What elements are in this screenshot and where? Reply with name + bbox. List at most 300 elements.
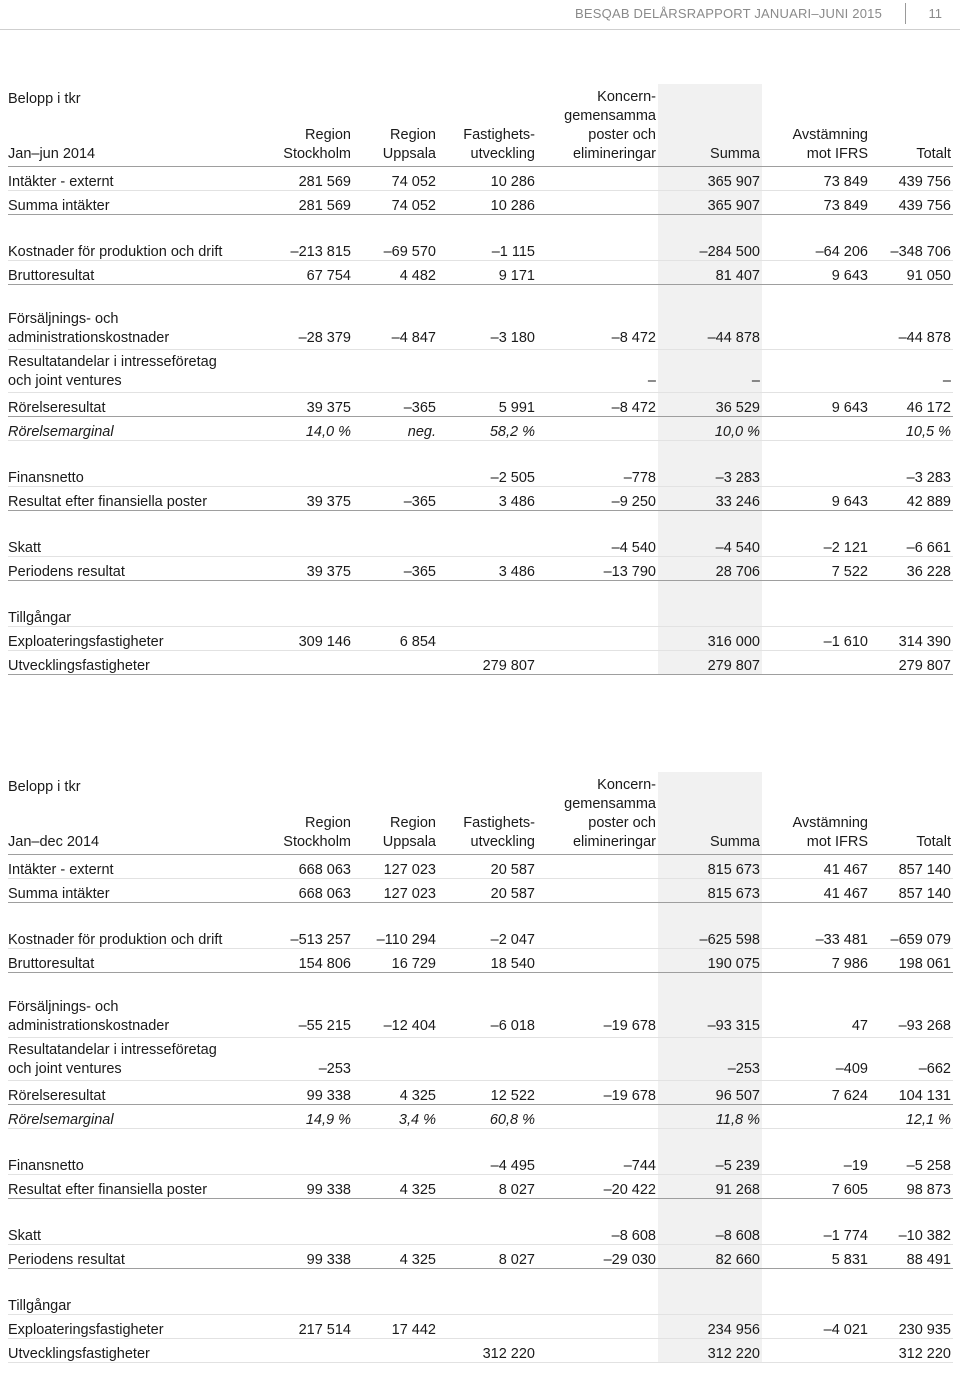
- table-row-periodens-resultat: [8, 557, 953, 581]
- cell-fastighetsutveckling: –4 495: [438, 1151, 537, 1175]
- row-label: [8, 487, 258, 511]
- column-header-totalt: [870, 84, 953, 167]
- cell-region_uppsala: [353, 1038, 438, 1081]
- cell-fastighetsutveckling: [438, 533, 537, 557]
- spacer-cell: [762, 973, 870, 996]
- cell-fastighetsutveckling: –2 047: [438, 925, 537, 949]
- cell-region_uppsala: [353, 603, 438, 627]
- row-label-text: Finansnetto: [8, 470, 84, 486]
- cell-region_stockholm: [258, 1221, 353, 1245]
- cell-avstamning: 7 624: [762, 1081, 870, 1105]
- cell-summa: –: [658, 350, 762, 393]
- column-header-text: Koncern- gemensamma poster och elimineringar: [564, 89, 656, 162]
- cell-region_uppsala: [353, 350, 438, 393]
- spacer-cell: [762, 581, 870, 604]
- row-label: [8, 167, 258, 191]
- cell-avstamning: [762, 350, 870, 393]
- header-divider: [905, 3, 906, 24]
- cell-avstamning: [762, 1339, 870, 1363]
- cell-region_stockholm: [258, 533, 353, 557]
- table-row-intakter-externt: [8, 167, 953, 191]
- spacer-row: [8, 1129, 953, 1152]
- cell-fastighetsutveckling: 60,8 %: [438, 1105, 537, 1129]
- cell-avstamning: [762, 651, 870, 675]
- spacer-cell: [537, 903, 658, 926]
- column-header-totalt: [870, 772, 953, 855]
- cell-totalt: –6 661: [870, 533, 953, 557]
- cell-region_uppsala: 17 442: [353, 1315, 438, 1339]
- spacer-cell: [762, 215, 870, 238]
- row-label-text: Kostnader för produktion och drift: [8, 244, 223, 260]
- cell-summa: –284 500: [658, 237, 762, 261]
- cell-avstamning: –64 206: [762, 237, 870, 261]
- cell-koncern: –4 540: [537, 533, 658, 557]
- cell-fastighetsutveckling: 3 486: [438, 557, 537, 581]
- table-row-forsaljnings-och-administrationskostnader: [8, 995, 953, 1038]
- table-row-bruttoresultat: [8, 261, 953, 285]
- spacer-row: [8, 215, 953, 238]
- spacer-cell: [438, 1199, 537, 1222]
- spacer-cell: [353, 1269, 438, 1292]
- column-header-avstamning: [762, 772, 870, 855]
- spacer-cell: [762, 285, 870, 308]
- row-label-text: Försäljnings- och administrationskostnader: [8, 311, 170, 346]
- cell-fastighetsutveckling: 12 522: [438, 1081, 537, 1105]
- cell-summa: 365 907: [658, 191, 762, 215]
- cell-totalt: 12,1 %: [870, 1105, 953, 1129]
- cell-koncern: [537, 1291, 658, 1315]
- spacer-row: [8, 903, 953, 926]
- cell-totalt: 439 756: [870, 191, 953, 215]
- spacer-cell: [658, 903, 762, 926]
- cell-totalt: 42 889: [870, 487, 953, 511]
- row-label: [8, 1175, 258, 1199]
- cell-totalt: –659 079: [870, 925, 953, 949]
- cell-fastighetsutveckling: 9 171: [438, 261, 537, 285]
- cell-totalt: –10 382: [870, 1221, 953, 1245]
- spacer-cell: [658, 973, 762, 996]
- cell-fastighetsutveckling: 5 991: [438, 393, 537, 417]
- cell-avstamning: –33 481: [762, 925, 870, 949]
- cell-totalt: 91 050: [870, 261, 953, 285]
- header-label-cell: [8, 772, 258, 855]
- column-header-text: Region Stockholm: [283, 815, 351, 850]
- spacer-cell: [870, 215, 953, 238]
- cell-summa: –4 540: [658, 533, 762, 557]
- row-label: [8, 557, 258, 581]
- cell-summa: 91 268: [658, 1175, 762, 1199]
- cell-region_stockholm: 154 806: [258, 949, 353, 973]
- cell-region_uppsala: [353, 1151, 438, 1175]
- cell-totalt: 857 140: [870, 879, 953, 903]
- cell-koncern: [537, 1315, 658, 1339]
- cell-region_uppsala: –69 570: [353, 237, 438, 261]
- spacer-cell: [438, 1269, 537, 1292]
- spacer-cell: [258, 973, 353, 996]
- cell-avstamning: 47: [762, 995, 870, 1038]
- row-label-text: Kostnader för produktion och drift: [8, 932, 223, 948]
- table-row-resultatandelar-i-intresseforetag-och-joint-ventures: [8, 1038, 953, 1081]
- cell-koncern: –13 790: [537, 557, 658, 581]
- cell-totalt: 88 491: [870, 1245, 953, 1269]
- cell-summa: 316 000: [658, 627, 762, 651]
- spacer-row: [8, 973, 953, 996]
- spacer-cell: [658, 1199, 762, 1222]
- cell-koncern: –19 678: [537, 1081, 658, 1105]
- spacer-cell: [8, 441, 258, 464]
- cell-avstamning: –19: [762, 1151, 870, 1175]
- cell-totalt: 198 061: [870, 949, 953, 973]
- spacer-row: [8, 511, 953, 534]
- unit-label: Belopp i tkr: [8, 779, 81, 795]
- column-header-koncern: [537, 772, 658, 855]
- row-label: [8, 925, 258, 949]
- cell-fastighetsutveckling: [438, 627, 537, 651]
- spacer-cell: [658, 285, 762, 308]
- report-title: BESQAB DELÅRSRAPPORT JANUARI–JUNI 2015: [575, 6, 882, 21]
- spacer-cell: [258, 903, 353, 926]
- column-header-region_uppsala: [353, 84, 438, 167]
- column-header-summa: [658, 772, 762, 855]
- row-label-text: Rörelsemarginal: [8, 1112, 114, 1128]
- spacer-cell: [762, 511, 870, 534]
- table-row-rorelseresultat: [8, 1081, 953, 1105]
- spacer-cell: [438, 903, 537, 926]
- spacer-cell: [762, 1199, 870, 1222]
- cell-koncern: –19 678: [537, 995, 658, 1038]
- cell-fastighetsutveckling: 8 027: [438, 1175, 537, 1199]
- cell-region_stockholm: –513 257: [258, 925, 353, 949]
- cell-avstamning: –409: [762, 1038, 870, 1081]
- table-row-tillgangar: [8, 1291, 953, 1315]
- cell-avstamning: –1 774: [762, 1221, 870, 1245]
- cell-region_stockholm: 281 569: [258, 191, 353, 215]
- cell-avstamning: [762, 1291, 870, 1315]
- cell-avstamning: –1 610: [762, 627, 870, 651]
- cell-region_uppsala: –365: [353, 487, 438, 511]
- cell-avstamning: 9 643: [762, 487, 870, 511]
- row-label: [8, 855, 258, 879]
- spacer-cell: [353, 285, 438, 308]
- cell-region_uppsala: 127 023: [353, 855, 438, 879]
- table-row-utvecklingsfastigheter: [8, 651, 953, 675]
- column-header-text: Avstämning mot IFRS: [792, 815, 868, 850]
- column-header-text: Fastighets- utveckling: [463, 127, 535, 162]
- column-header-text: Region Uppsala: [382, 815, 436, 850]
- column-header-row: [8, 84, 953, 167]
- table-row-forsaljnings-och-administrationskostnader: [8, 307, 953, 350]
- row-label: [8, 191, 258, 215]
- cell-region_stockholm: –253: [258, 1038, 353, 1081]
- row-label: [8, 1221, 258, 1245]
- column-header-region_uppsala: [353, 772, 438, 855]
- spacer-row: [8, 441, 953, 464]
- cell-koncern: –29 030: [537, 1245, 658, 1269]
- spacer-cell: [870, 441, 953, 464]
- cell-region_stockholm: 39 375: [258, 487, 353, 511]
- row-label: [8, 1245, 258, 1269]
- cell-region_stockholm: [258, 350, 353, 393]
- row-label: [8, 1315, 258, 1339]
- header-label-cell: [8, 84, 258, 167]
- cell-summa: 234 956: [658, 1315, 762, 1339]
- cell-avstamning: [762, 1105, 870, 1129]
- cell-region_uppsala: –365: [353, 557, 438, 581]
- cell-totalt: –44 878: [870, 307, 953, 350]
- cell-totalt: –662: [870, 1038, 953, 1081]
- cell-region_stockholm: –28 379: [258, 307, 353, 350]
- spacer-cell: [353, 903, 438, 926]
- cell-koncern: –8 608: [537, 1221, 658, 1245]
- segment-table-jan-jun-2014: [8, 84, 953, 675]
- cell-koncern: –744: [537, 1151, 658, 1175]
- column-header-text: Region Stockholm: [283, 127, 351, 162]
- cell-avstamning: 5 831: [762, 1245, 870, 1269]
- cell-koncern: [537, 167, 658, 191]
- spacer-cell: [353, 581, 438, 604]
- cell-fastighetsutveckling: –6 018: [438, 995, 537, 1038]
- cell-fastighetsutveckling: [438, 1315, 537, 1339]
- spacer-cell: [353, 441, 438, 464]
- cell-region_uppsala: 4 482: [353, 261, 438, 285]
- row-label-text: Finansnetto: [8, 1158, 84, 1174]
- row-label: [8, 533, 258, 557]
- spacer-cell: [658, 441, 762, 464]
- spacer-row: [8, 285, 953, 308]
- row-label-text: Summa intäkter: [8, 886, 110, 902]
- cell-koncern: –8 472: [537, 307, 658, 350]
- cell-koncern: –778: [537, 463, 658, 487]
- column-header-text: Fastighets- utveckling: [463, 815, 535, 850]
- cell-summa: 815 673: [658, 879, 762, 903]
- cell-koncern: [537, 417, 658, 441]
- cell-region_uppsala: 74 052: [353, 191, 438, 215]
- spacer-cell: [537, 973, 658, 996]
- column-header-row: [8, 772, 953, 855]
- cell-summa: [658, 603, 762, 627]
- cell-summa: 96 507: [658, 1081, 762, 1105]
- table-row-skatt: [8, 1221, 953, 1245]
- cell-summa: –253: [658, 1038, 762, 1081]
- table-row-finansnetto: [8, 463, 953, 487]
- cell-fastighetsutveckling: [438, 603, 537, 627]
- cell-fastighetsutveckling: 58,2 %: [438, 417, 537, 441]
- spacer-cell: [537, 581, 658, 604]
- cell-summa: 190 075: [658, 949, 762, 973]
- cell-koncern: [537, 1339, 658, 1363]
- cell-fastighetsutveckling: 10 286: [438, 167, 537, 191]
- cell-region_stockholm: 281 569: [258, 167, 353, 191]
- cell-region_stockholm: [258, 1151, 353, 1175]
- spacer-cell: [353, 973, 438, 996]
- header-rule: [0, 29, 960, 30]
- cell-koncern: [537, 651, 658, 675]
- cell-region_uppsala: –12 404: [353, 995, 438, 1038]
- cell-avstamning: [762, 603, 870, 627]
- cell-region_stockholm: 668 063: [258, 879, 353, 903]
- table-row-bruttoresultat: [8, 949, 953, 973]
- cell-koncern: [537, 855, 658, 879]
- row-label-text: Intäkter - externt: [8, 174, 114, 190]
- cell-region_stockholm: [258, 1291, 353, 1315]
- cell-avstamning: 73 849: [762, 191, 870, 215]
- cell-summa: –625 598: [658, 925, 762, 949]
- spacer-cell: [537, 285, 658, 308]
- row-label: [8, 995, 258, 1038]
- spacer-cell: [8, 1269, 258, 1292]
- row-label-text: Tillgångar: [8, 1298, 72, 1314]
- cell-region_uppsala: 4 325: [353, 1245, 438, 1269]
- row-label-text: Resultatandelar i intresseföretag och joint ventures: [8, 354, 217, 389]
- row-label: [8, 627, 258, 651]
- table-row-skatt: [8, 533, 953, 557]
- cell-totalt: 439 756: [870, 167, 953, 191]
- row-label: [8, 651, 258, 675]
- spacer-cell: [438, 441, 537, 464]
- cell-totalt: 312 220: [870, 1339, 953, 1363]
- spacer-cell: [438, 973, 537, 996]
- cell-fastighetsutveckling: 18 540: [438, 949, 537, 973]
- spacer-cell: [8, 1199, 258, 1222]
- cell-region_stockholm: –213 815: [258, 237, 353, 261]
- cell-summa: 815 673: [658, 855, 762, 879]
- cell-region_stockholm: 99 338: [258, 1245, 353, 1269]
- table-row-finansnetto: [8, 1151, 953, 1175]
- cell-fastighetsutveckling: [438, 350, 537, 393]
- spacer-cell: [870, 511, 953, 534]
- table-row-tillgangar: [8, 603, 953, 627]
- cell-avstamning: [762, 417, 870, 441]
- cell-region_uppsala: neg.: [353, 417, 438, 441]
- cell-region_uppsala: 6 854: [353, 627, 438, 651]
- column-header-text: Region Uppsala: [382, 127, 436, 162]
- cell-region_stockholm: –55 215: [258, 995, 353, 1038]
- spacer-cell: [870, 903, 953, 926]
- row-label: [8, 417, 258, 441]
- cell-fastighetsutveckling: [438, 1291, 537, 1315]
- cell-region_uppsala: 3,4 %: [353, 1105, 438, 1129]
- cell-totalt: –348 706: [870, 237, 953, 261]
- spacer-cell: [8, 581, 258, 604]
- spacer-cell: [438, 1129, 537, 1152]
- row-label: [8, 879, 258, 903]
- cell-fastighetsutveckling: 10 286: [438, 191, 537, 215]
- cell-totalt: [870, 603, 953, 627]
- cell-region_stockholm: 14,0 %: [258, 417, 353, 441]
- column-header-summa: [658, 84, 762, 167]
- cell-region_stockholm: [258, 463, 353, 487]
- row-label: [8, 1105, 258, 1129]
- column-header-region_stockholm: [258, 772, 353, 855]
- table-row-periodens-resultat: [8, 1245, 953, 1269]
- spacer-cell: [8, 903, 258, 926]
- row-label-text: Summa intäkter: [8, 198, 110, 214]
- table-row-intakter-externt: [8, 855, 953, 879]
- spacer-cell: [258, 441, 353, 464]
- cell-avstamning: 73 849: [762, 167, 870, 191]
- cell-summa: –8 608: [658, 1221, 762, 1245]
- cell-koncern: –: [537, 350, 658, 393]
- row-label: [8, 1291, 258, 1315]
- row-label-text: Rörelseresultat: [8, 1088, 106, 1104]
- row-label: [8, 603, 258, 627]
- row-label-text: Rörelseresultat: [8, 400, 106, 416]
- cell-avstamning: 41 467: [762, 855, 870, 879]
- row-label-text: Försäljnings- och administrationskostnader: [8, 999, 170, 1034]
- cell-avstamning: 41 467: [762, 879, 870, 903]
- cell-koncern: [537, 603, 658, 627]
- row-label-text: Utvecklingsfastigheter: [8, 1346, 150, 1362]
- cell-totalt: –93 268: [870, 995, 953, 1038]
- row-label-text: Bruttoresultat: [8, 268, 95, 284]
- column-header-text: Avstämning mot IFRS: [792, 127, 868, 162]
- unit-label: Belopp i tkr: [8, 91, 81, 107]
- cell-avstamning: –4 021: [762, 1315, 870, 1339]
- cell-region_uppsala: [353, 1221, 438, 1245]
- row-label-text: Exploateringsfastigheter: [8, 1322, 164, 1338]
- spacer-cell: [537, 1199, 658, 1222]
- row-label-text: Intäkter - externt: [8, 862, 114, 878]
- spacer-cell: [537, 511, 658, 534]
- spacer-cell: [353, 1199, 438, 1222]
- cell-totalt: 857 140: [870, 855, 953, 879]
- cell-koncern: [537, 237, 658, 261]
- row-label: [8, 393, 258, 417]
- table-row-rorelseresultat: [8, 393, 953, 417]
- row-label-text: Bruttoresultat: [8, 956, 95, 972]
- column-header-text: Totalt: [916, 146, 951, 162]
- cell-region_stockholm: 99 338: [258, 1081, 353, 1105]
- cell-avstamning: 7 522: [762, 557, 870, 581]
- table-row-exploateringsfastigheter: [8, 1315, 953, 1339]
- cell-avstamning: 7 605: [762, 1175, 870, 1199]
- row-label-text: Resultatandelar i intresseföretag och joint ventures: [8, 1042, 217, 1077]
- row-label: [8, 1151, 258, 1175]
- cell-avstamning: 9 643: [762, 393, 870, 417]
- cell-fastighetsutveckling: 279 807: [438, 651, 537, 675]
- spacer-cell: [438, 285, 537, 308]
- cell-region_stockholm: 67 754: [258, 261, 353, 285]
- row-label-text: Resultat efter finansiella poster: [8, 1182, 208, 1198]
- column-header-fastighetsutveckling: [438, 772, 537, 855]
- spacer-row: [8, 581, 953, 604]
- cell-region_stockholm: 99 338: [258, 1175, 353, 1199]
- spacer-cell: [762, 903, 870, 926]
- cell-fastighetsutveckling: –3 180: [438, 307, 537, 350]
- cell-summa: –93 315: [658, 995, 762, 1038]
- cell-avstamning: [762, 307, 870, 350]
- column-header-avstamning: [762, 84, 870, 167]
- spacer-cell: [762, 1129, 870, 1152]
- spacer-cell: [537, 215, 658, 238]
- cell-region_stockholm: 14,9 %: [258, 1105, 353, 1129]
- cell-region_stockholm: [258, 1339, 353, 1363]
- spacer-cell: [258, 1129, 353, 1152]
- cell-koncern: –8 472: [537, 393, 658, 417]
- cell-region_uppsala: [353, 463, 438, 487]
- spacer-cell: [353, 1129, 438, 1152]
- cell-summa: –3 283: [658, 463, 762, 487]
- table-row-resultat-efter-finansiella-poster: [8, 487, 953, 511]
- table-row-summa-intakter: [8, 191, 953, 215]
- cell-fastighetsutveckling: [438, 1221, 537, 1245]
- cell-region_uppsala: 16 729: [353, 949, 438, 973]
- table-row-resultat-efter-finansiella-poster: [8, 1175, 953, 1199]
- row-label-text: Exploateringsfastigheter: [8, 634, 164, 650]
- spacer-cell: [870, 1199, 953, 1222]
- spacer-cell: [258, 581, 353, 604]
- spacer-cell: [8, 1129, 258, 1152]
